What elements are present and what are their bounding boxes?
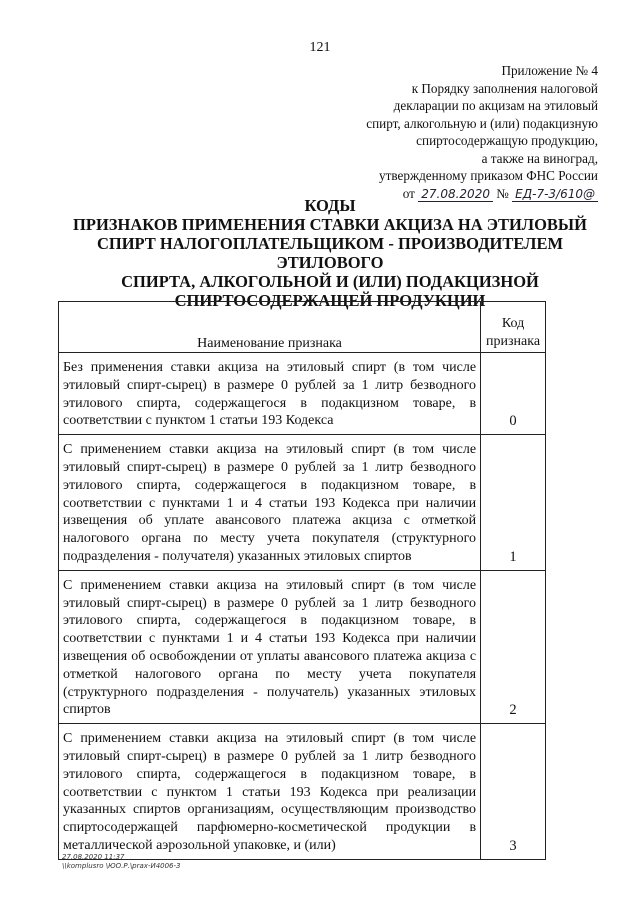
- number-label: №: [496, 185, 509, 201]
- footer-stamp: [62, 853, 181, 871]
- table-header-row: [59, 302, 546, 353]
- appendix-line: утвержденному приказом ФНС России: [379, 168, 598, 183]
- table-row: [59, 353, 546, 435]
- header-code-line: признака: [486, 334, 541, 349]
- footer-line: \\komplusro \ЮО.Р.\prax-И4006-3: [62, 862, 181, 870]
- table-row: [59, 724, 546, 860]
- row-description: Без применения ставки акциза на этиловый спирт (в том числе этиловый спирт-сырец) в размере 0 рублей за 1 литр безводного этилового спирта, содержащегося в подакцизном товаре, в соответствии с пунктом 1 статьи 193 Кодекса: [59, 353, 481, 435]
- page-number: 121: [309, 40, 331, 55]
- row-description: С применением ставки акциза на этиловый спирт (в том числе этиловый спирт-сырец) в размере 0 рублей за 1 литр безводного этилового спирта, содержащегося в подакцизном товаре, в соответствии с пунктом 1 статьи 193 Кодекса при реализации указанных спиртов организациям, осуществляющим производство спиртосодержащей парфюмерно-косметической продукции в металлической аэрозольной упаковке, и (или): [59, 724, 481, 860]
- from-label: от: [402, 185, 415, 201]
- appendix-line: а также на виноград,: [481, 150, 598, 166]
- heading-line: СПИРТОСОДЕРЖАЩЕЙ ПРОДУКЦИИ: [174, 291, 486, 310]
- header-code-line: Код: [501, 316, 525, 331]
- header-name: Наименование признака: [59, 302, 481, 353]
- appendix-line: декларации по акцизам на этиловый: [393, 98, 598, 113]
- document-heading: [60, 196, 600, 310]
- row-code: 2: [481, 570, 546, 723]
- heading-line: СПИРТА, АЛКОГОЛЬНОЙ И (ИЛИ) ПОДАКЦИЗНОЙ: [121, 272, 539, 291]
- order-date: 27.08.2020: [418, 187, 493, 202]
- row-code: 0: [481, 353, 546, 435]
- appendix-line: спирт, алкогольную и (или) подакцизную: [366, 115, 598, 131]
- header-code: [481, 302, 546, 353]
- heading-line: ПРИЗНАКОВ ПРИМЕНЕНИЯ СТАВКИ АКЦИЗА НА ЭТИЛОВЫЙ: [73, 215, 587, 234]
- table-row: [59, 435, 546, 571]
- row-code: 1: [481, 435, 546, 571]
- row-description: С применением ставки акциза на этиловый спирт (в том числе этиловый спирт-сырец) в размере 0 рублей за 1 литр безводного этилового спирта, содержащегося в подакцизном товаре, в соответствии с пунктами 1 и 4 статьи 193 Кодекса при наличии извещения об уплате авансового платежа акциза с отметкой налогового органа по месту учета покупателя (структурного подразделения - получателя) указанных этиловых спиртов: [59, 435, 481, 571]
- order-number: ЕД-7-3/610@: [512, 187, 598, 202]
- row-code: 3: [481, 724, 546, 860]
- appendix-block: [298, 62, 598, 203]
- heading-line: СПИРТ НАЛОГОПЛАТЕЛЬЩИКОМ - ПРОИЗВОДИТЕЛЕМ ЭТИЛОВОГО: [96, 234, 564, 272]
- codes-table: [58, 301, 546, 860]
- appendix-line: Приложение № 4: [501, 63, 598, 78]
- footer-line: 27.08.2020 11:37: [62, 853, 125, 861]
- row-description: С применением ставки акциза на этиловый спирт (в том числе этиловый спирт-сырец) в размере 0 рублей за 1 литр безводного этилового спирта, содержащегося в подакцизном товаре, в соответствии с пунктами 1 и 4 статьи 193 Кодекса при наличии извещения об освобождении от уплаты авансового платежа акциза с отметкой налогового органа по месту учета покупателя (структурного подразделения - получатель) указанных этиловых спиртов: [59, 570, 481, 723]
- heading-line: КОДЫ: [304, 196, 356, 215]
- table-row: [59, 570, 546, 723]
- appendix-line: к Порядку заполнения налоговой: [411, 80, 598, 96]
- appendix-line: спиртосодержащую продукцию,: [416, 133, 598, 148]
